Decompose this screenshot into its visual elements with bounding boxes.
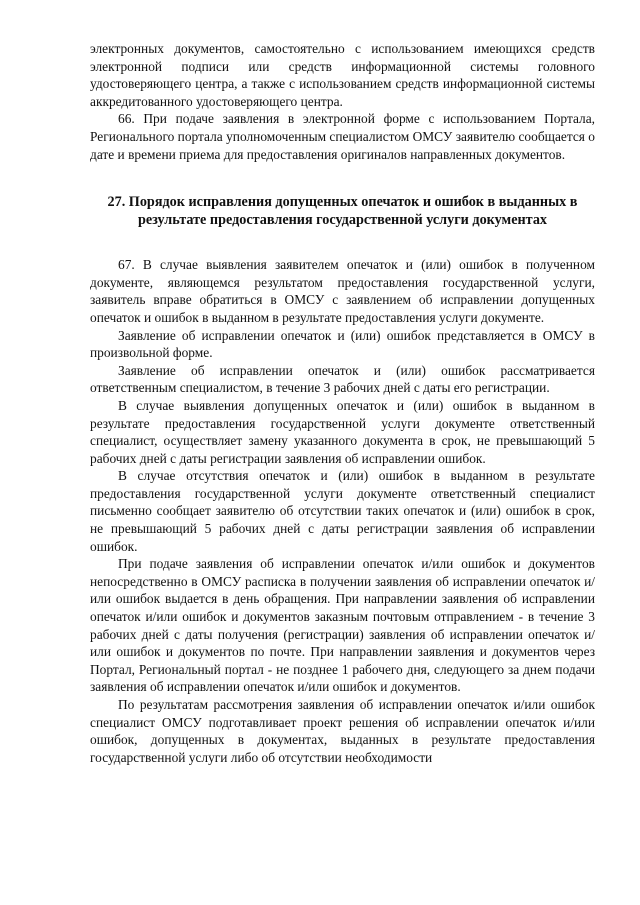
document-page (90, 40, 595, 766)
section-heading: 27. Порядок исправления допущенных опечаток и ошибок в выданных в результате предоставления государственной услуги документах (107, 194, 578, 229)
paragraph: Заявление об исправлении опечаток и (или) ошибок представляется в ОМСУ в произвольной форме. (90, 327, 595, 361)
paragraph-66: 66. При подаче заявления в электронной форме с использованием Портала, Регионального портала уполномоченным специалистом ОМСУ заявителю сообщается о дате и времени приема для предоставления оригиналов направленных документов. (90, 111, 595, 162)
paragraph: В случае выявления допущенных опечаток и (или) ошибок в выданном в результате предоставления государственной услуги документе ответственный специалист, осуществляет замену указанного документа в срок, не превышающий 5 рабочих дней с даты регистрации заявления об исправлении ошибок. (90, 397, 595, 466)
paragraph-continuation: электронных документов, самостоятельно с использованием имеющихся средств электронной подписи или средств информационной системы головного удостоверяющего центра, а также с использованием средств информационной системы аккредитованного удостоверяющего центра. (90, 41, 595, 109)
paragraph-67: 67. В случае выявления заявителем опечаток и (или) ошибок в полученном документе, являющемся результатом предоставления государственной услуги, заявитель вправе обратиться в ОМСУ с заявлением об исправлении допущенных опечаток и ошибок в выданном в результате предоставления услуги документе. (90, 257, 595, 325)
paragraph: В случае отсутствия опечаток и (или) ошибок в выданном в результате предоставления государственной услуги документе ответственный специалист письменно сообщает заявителю об отсутствии таких опечаток и (или) ошибок в срок, не превышающий 5 рабочих дней с даты регистрации заявления об исправлении ошибок. (90, 468, 595, 554)
paragraph: По результатам рассмотрения заявления об исправлении опечаток и/или ошибок специалист ОМСУ подготавливает проект решения об исправлении опечаток и/или ошибок, допущенных в документах, выданных в результате предоставления государственной услуги либо об отсутствии необходимости (90, 697, 595, 765)
paragraph: При подаче заявления об исправлении опечаток и/или ошибок и документов непосредственно в ОМСУ расписка в получении заявления об исправлении опечаток и/или ошибок выдается в день обращения. При направлении заявления об исправлении опечаток и/или ошибок и документов заказным почтовым отправлением - в течение 3 рабочих дней с даты получения (регистрации) заявления об исправлении опечаток и/или ошибок и документов по почте. При направлении заявления и документов через Портал, Региональный портал - не позднее 1 рабочего дня, следующего за днем подачи заявления об исправлении опечаток и/или ошибок и документов. (90, 556, 595, 695)
paragraph: Заявление об исправлении опечаток и (или) ошибок рассматривается ответственным специалистом, в течение 3 рабочих дней с даты его регистрации. (90, 362, 595, 396)
